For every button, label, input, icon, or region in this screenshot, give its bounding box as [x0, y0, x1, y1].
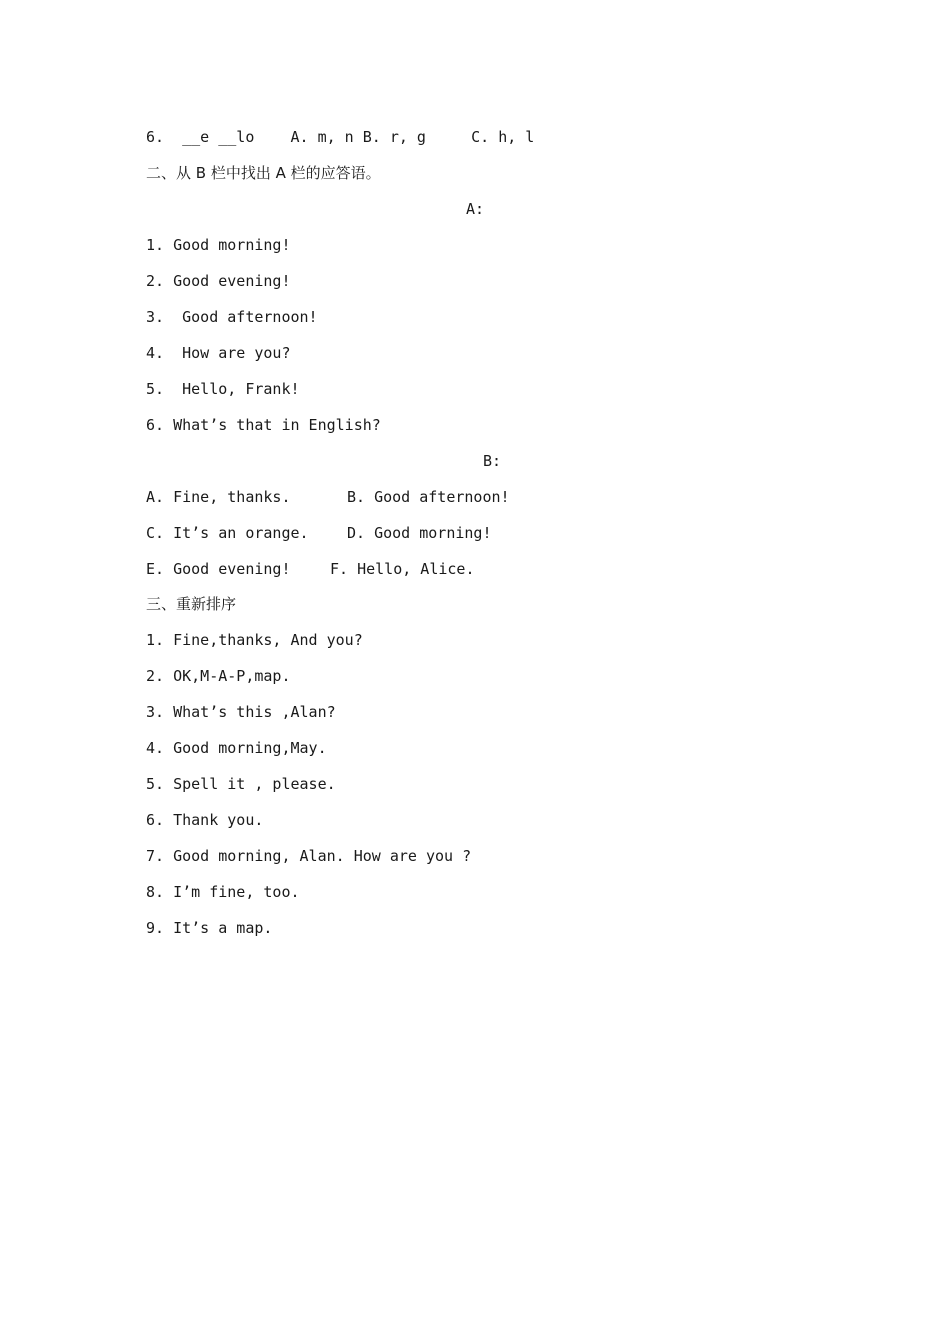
- list-item: 4. Good morning,May.: [146, 739, 327, 757]
- list-item: 1. Good morning!: [146, 236, 291, 254]
- column-b-label: B:: [483, 452, 502, 470]
- part2-heading: 二、从 B 栏中找出 A 栏的应答语。: [146, 164, 381, 182]
- list-item: 3. Good afternoon!: [146, 308, 318, 326]
- list-item: 7. Good morning, Alan. How are you ?: [146, 847, 472, 865]
- list-item: 5. Hello, Frank!: [146, 380, 300, 398]
- list-item: 1. Fine,thanks, And you?: [146, 631, 363, 649]
- column-a-label: A:: [466, 200, 485, 218]
- option-b: B. Good afternoon!: [347, 488, 510, 506]
- list-item: 2. Good evening!: [146, 272, 291, 290]
- list-item: 9. It’s a map.: [146, 919, 273, 937]
- option-c: C. It’s an orange.: [146, 524, 309, 542]
- option-a: A. Fine, thanks.: [146, 488, 291, 506]
- list-item: 6. Thank you.: [146, 811, 264, 829]
- list-item: 3. What’s this ,Alan?: [146, 703, 336, 721]
- option-f: F. Hello, Alice.: [330, 560, 475, 578]
- list-item: 8. I’m fine, too.: [146, 883, 300, 901]
- part3-heading: 三、重新排序: [146, 595, 237, 613]
- option-d: D. Good morning!: [347, 524, 492, 542]
- option-e: E. Good evening!: [146, 560, 291, 578]
- list-item: 2. OK,M-A-P,map.: [146, 667, 291, 685]
- list-item: 5. Spell it , please.: [146, 775, 336, 793]
- question-6-spelling: 6. __e __lo A. m, n B. r, g C. h, l: [146, 128, 535, 146]
- list-item: 6. What’s that in English?: [146, 416, 381, 434]
- list-item: 4. How are you?: [146, 344, 291, 362]
